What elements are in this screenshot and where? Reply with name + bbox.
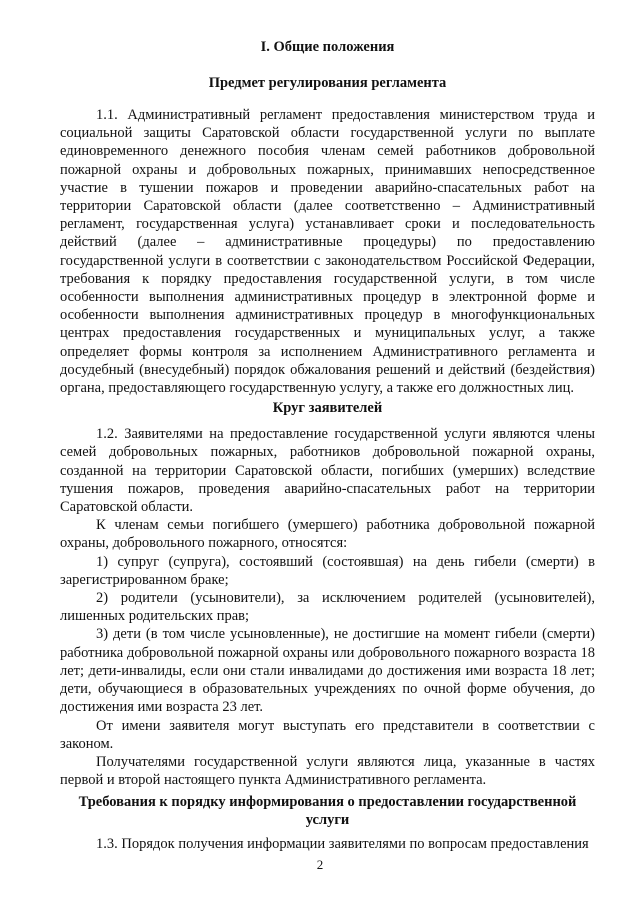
list-item-parents: 2) родители (усыновители), за исключением родителей (усыновителей), лишенных родительских прав; <box>60 590 595 625</box>
paragraph-1-1: 1.1. Административный регламент предоставления министерством труда и социальной защиты Саратовской области государственной услуги по выплате единовременного денежного пособия членам семей работников добровольной пожарной охраны и добровольных пожарных, принимавших непосредственное участие в тушении пожаров и проведении аварийно-спасательных работ на территории Саратовской области (далее соответственно – Административный регламент, государственная услуга) устанавливает сроки и последовательность действий (далее – административные процедуры) по предоставлению государственной услуги в соответствии с законодательством Российской Федерации, требования к порядку предоставления государственной услуги, в том числе особенности выполнения административных процедур в электронной форме и особенности выполнения административных процедур в многофункциональных центрах предоставления государственных и муниципальных услуг, а также определяет формы контроля за исполнением Административного регламента и досудебный (внесудебный) порядок обжалования решений и действий (бездействия) органа, предоставляющего государственную услугу, а также его должностных лиц. <box>60 107 595 397</box>
document-page <box>60 38 595 854</box>
subsection-title-applicants: Круг заявителей <box>272 400 383 417</box>
page-number: 2 <box>316 857 324 872</box>
subsection-title-regulation: Предмет регулирования регламента <box>208 75 447 91</box>
paragraph-family-members: К членам семьи погибшего (умершего) работника добровольной пожарной охраны, добровольного пожарного, относятся: <box>60 517 595 552</box>
paragraph-recipients: Получателями государственной услуги являются лица, указанные в частях первой и второй настоящего пункта Административного регламента. <box>60 753 595 789</box>
section-title: I. Общие положения <box>260 39 395 55</box>
subsection-title-informing: Требования к порядку информирования о предоставлении государственной услуги <box>78 794 577 829</box>
list-item-spouse: 1) супруг (супруга), состоявший (состоявшая) на день гибели (смерти) в зарегистрированном браке; <box>60 553 595 588</box>
paragraph-representatives: От имени заявителя могут выступать его представители в соответствии с законом. <box>60 717 595 752</box>
paragraph-1-2: 1.2. Заявителями на предоставление государственной услуги являются члены семей добровольных пожарных, работников добровольной пожарной охраны, созданной на территории Саратовской области, погибших (умерших) вследствие тушения пожаров, проведения аварийно-спасательных работ на территории Саратовской области. <box>60 426 595 516</box>
paragraph-1-3: 1.3. Порядок получения информации заявителями по вопросам предоставления <box>96 836 589 853</box>
list-item-children: 3) дети (в том числе усыновленные), не достигшие на момент гибели (смерти) работника добровольной пожарной охраны или добровольного пожарного возраста 18 лет; дети-инвалиды, если они стали инвалидами до достижения ими возраста 18 лет; дети, обучающиеся в образовательных учреждениях по очной форме обучения, до достижения ими возраста 23 лет. <box>60 626 595 716</box>
